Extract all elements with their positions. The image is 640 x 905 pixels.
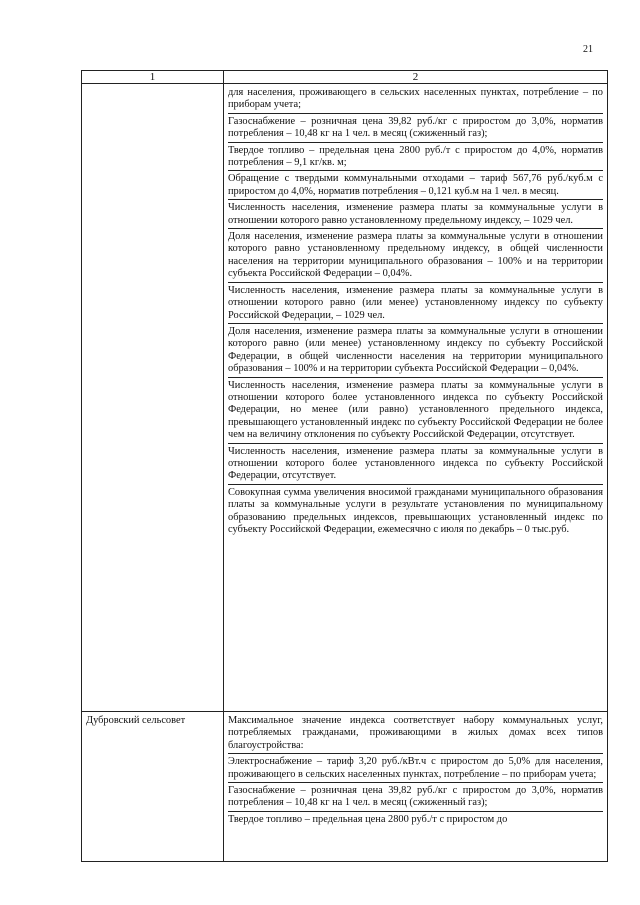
paragraph: Доля населения, изменение размера платы за коммунальные услуги в отношении которого равно (или менее) установленному индексу по субъекту Российской Федерации, в общей численности населения на территории муниципального образования – 100% и на территории субъекта Российской Федерации – 0,04%.	[228, 326, 603, 378]
paragraph: Доля населения, изменение размера платы за коммунальные услуги в отношении которого равно установленному предельному индексу, в общей численности населения на территории муниципального образования – 100% и на территории субъекта Российской Федерации – 0,04%.	[228, 231, 603, 283]
paragraph: для населения, проживающего в сельских населенных пунктах, потребление – по приборам учета;	[228, 87, 603, 114]
paragraph: Обращение с твердыми коммунальными отходами – тариф 567,76 руб./куб.м с приростом до 4,0%, норматив потребления – 0,121 куб.м на 1 чел. в месяц.	[228, 173, 603, 200]
paragraph: Численность населения, изменение размера платы за коммунальные услуги в отношении которого равно установленному предельному индексу, – 1029 чел.	[228, 202, 603, 229]
paragraph: Максимальное значение индекса соответствует набору коммунальных услуг, потребляемых гражданами, проживающими в жилых домах всех типов благоустройства:	[228, 715, 603, 754]
column-header-2: 2	[224, 71, 608, 84]
row-content	[224, 84, 608, 712]
paragraph: Численность населения, изменение размера платы за коммунальные услуги в отношении которого более установленного индекса по субъекту Российской Федерации, отсутствует.	[228, 446, 603, 485]
table-row	[82, 712, 608, 862]
paragraph: Совокупная сумма увеличения вносимой гражданами муниципального образования платы за коммунальные услуги в результате установления по муниципальному образованию предельных индексов, превышающих установленный индекс по субъекту Российской Федерации, ежемесячно с июля по декабрь – 0 тыс.руб.	[228, 486, 603, 535]
row-content	[224, 712, 608, 862]
paragraph: Численность населения, изменение размера платы за коммунальные услуги в отношении которого более установленного индекса по субъекту Российской Федерации, но менее (или равно) установленного предельного индекса, превышающего установленный индекс по субъекту Российской Федерации не более чем на величину отклонения по субъекту Российской Федерации, отсутствует.	[228, 380, 603, 444]
page-number: 21	[583, 44, 593, 55]
paragraph: Численность населения, изменение размера платы за коммунальные услуги в отношении которого равно (или менее) установленному индексу по субъекту Российской Федерации, – 1029 чел.	[228, 285, 603, 324]
table-header-row	[82, 71, 608, 84]
table-row	[82, 84, 608, 712]
document-table	[81, 70, 608, 862]
column-header-1: 1	[82, 71, 224, 84]
paragraph: Твердое топливо – предельная цена 2800 руб./т с приростом до	[228, 813, 508, 825]
paragraph: Газоснабжение – розничная цена 39,82 руб./кг с приростом до 3,0%, норматив потребления – 10,48 кг на 1 чел. в месяц (сжиженный газ);	[228, 116, 603, 143]
municipality-name: Дубровский сельсовет	[82, 712, 224, 862]
municipality-name	[82, 84, 224, 712]
paragraph: Электроснабжение – тариф 3,20 руб./кВт.ч с приростом до 5,0% для населения, проживающего в сельских населенных пунктах, потребление – по приборам учета;	[228, 756, 603, 783]
paragraph: Твердое топливо – предельная цена 2800 руб./т с приростом до 4,0%, норматив потребления – 9,1 кг/кв. м;	[228, 145, 603, 172]
paragraph: Газоснабжение – розничная цена 39,82 руб./кг с приростом до 3,0%, норматив потребления – 10,48 кг на 1 чел. в месяц (сжиженный газ);	[228, 785, 603, 812]
